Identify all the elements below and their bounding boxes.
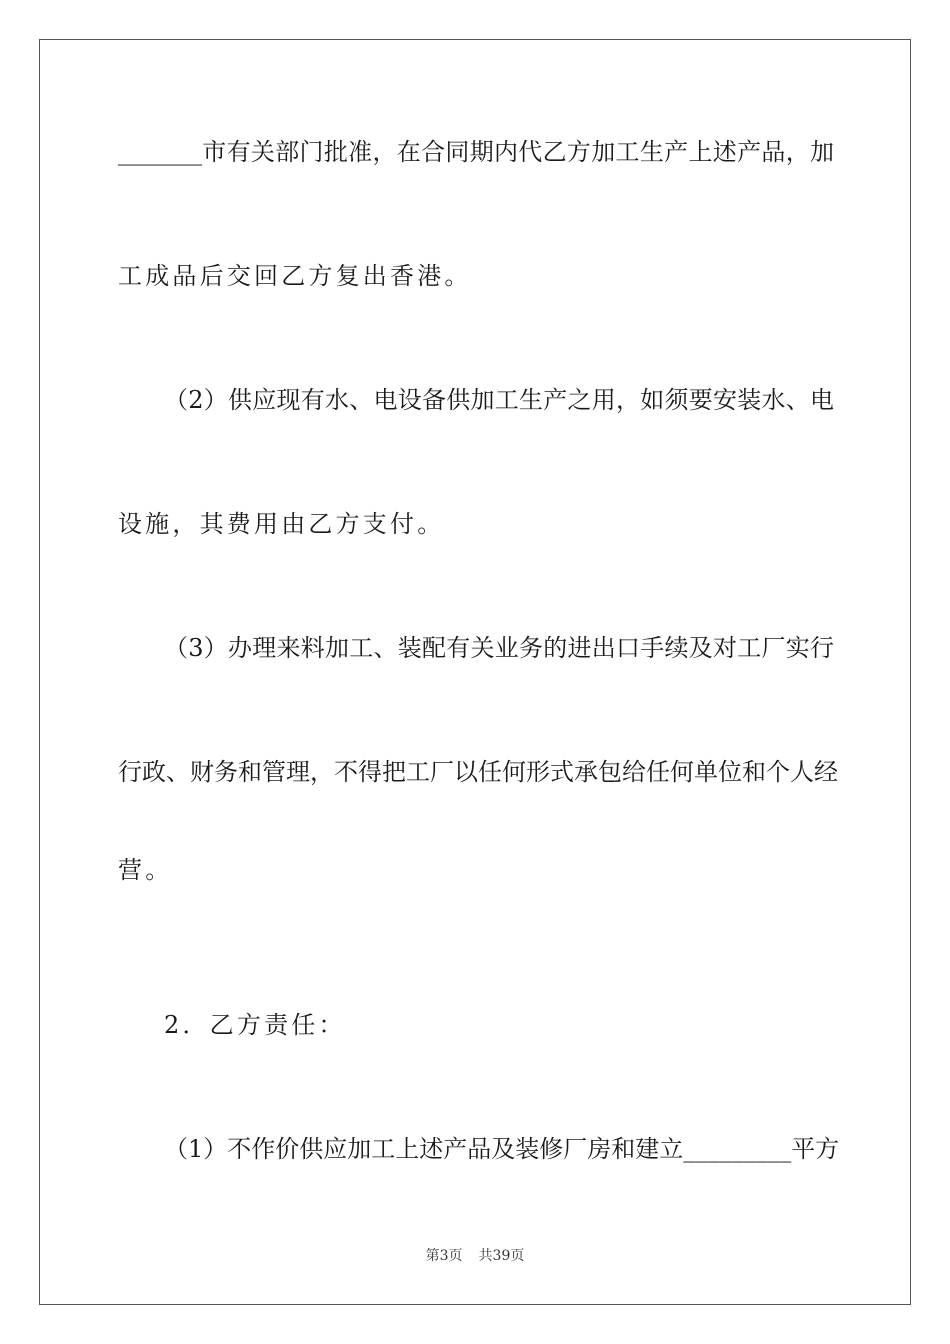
- body-line-9: （1）不作价供应加工上述产品及装修厂房和建立_________平方: [164, 1135, 840, 1163]
- body-line-6: 行政、财务和管理，不得把工厂以任何形式承包给任何单位和个人经: [118, 758, 838, 786]
- body-line-5: （3）办理来料加工、装配有关业务的进出口手续及对工厂实行: [164, 634, 834, 662]
- body-line-7: 营。: [118, 856, 173, 884]
- page-total: 共39页: [478, 1248, 525, 1264]
- page-number: 第3页: [425, 1248, 463, 1264]
- page-border: [39, 39, 911, 1305]
- page-footer: [0, 1247, 950, 1265]
- body-line-1: _______市有关部门批准，在合同期内代乙方加工生产上述产品，加: [118, 138, 834, 166]
- body-line-2: 工成品后交回乙方复出香港。: [118, 262, 472, 290]
- section-heading: 2．乙方责任：: [164, 1011, 346, 1039]
- body-line-4: 设施，其费用由乙方支付。: [118, 510, 445, 538]
- body-line-3: （2）供应现有水、电设备供加工生产之用，如须要安装水、电: [164, 386, 834, 414]
